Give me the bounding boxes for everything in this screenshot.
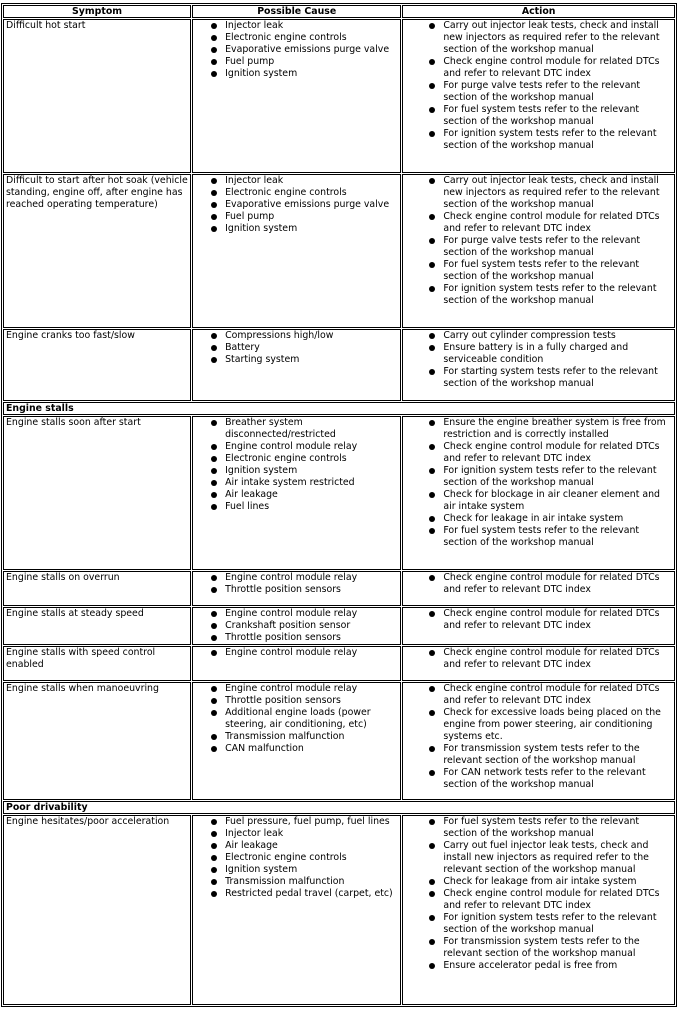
cause-item: Additional engine loads (power steering, air conditioning, etc) xyxy=(225,707,398,731)
header-symptom: Symptom xyxy=(3,5,191,18)
section-row xyxy=(3,402,675,415)
cause-cell xyxy=(192,682,401,800)
cause-item: Electronic engine controls xyxy=(225,32,398,44)
action-item: Ensure the engine breather system is free from restriction and is correctly installed xyxy=(443,417,672,441)
header-action: Action xyxy=(402,5,675,18)
table-row xyxy=(3,416,675,570)
cause-list xyxy=(195,330,398,366)
action-item: For ignition system tests refer to the relevant section of the workshop manual xyxy=(443,283,672,307)
action-item: For fuel system tests refer to the relevant section of the workshop manual xyxy=(443,816,672,840)
cause-item: Crankshaft position sensor xyxy=(225,620,398,632)
cause-item: Compressions high/low xyxy=(225,330,398,342)
section-title: Poor drivability xyxy=(3,801,675,814)
cause-item: Throttle position sensors xyxy=(225,632,398,644)
cause-item: Fuel pump xyxy=(225,56,398,68)
cause-cell xyxy=(192,607,401,645)
action-item: For ignition system tests refer to the relevant section of the workshop manual xyxy=(443,912,672,936)
action-list xyxy=(405,816,672,972)
action-list xyxy=(405,20,672,152)
cause-item: Injector leak xyxy=(225,20,398,32)
action-item: Check engine control module for related DTCs and refer to relevant DTC index xyxy=(443,441,672,465)
action-cell xyxy=(402,646,675,681)
action-item: For fuel system tests refer to the relevant section of the workshop manual xyxy=(443,525,672,549)
table-row xyxy=(3,329,675,401)
cause-item: Engine control module relay xyxy=(225,608,398,620)
action-item: Check engine control module for related DTCs and refer to relevant DTC index xyxy=(443,56,672,80)
symptom-cell: Engine hesitates/poor acceleration xyxy=(3,815,191,1005)
table-row xyxy=(3,174,675,328)
cause-item: Electronic engine controls xyxy=(225,187,398,199)
cause-cell xyxy=(192,416,401,570)
cause-item: Injector leak xyxy=(225,828,398,840)
cause-item: Electronic engine controls xyxy=(225,852,398,864)
cause-item: Fuel pump xyxy=(225,211,398,223)
header-row xyxy=(3,5,675,18)
action-cell xyxy=(402,416,675,570)
action-item: Check engine control module for related DTCs and refer to relevant DTC index xyxy=(443,572,672,596)
cause-item: Starting system xyxy=(225,354,398,366)
action-item: Ensure battery is in a fully charged and serviceable condition xyxy=(443,342,672,366)
action-cell xyxy=(402,815,675,1005)
action-cell xyxy=(402,571,675,606)
cause-item: Throttle position sensors xyxy=(225,584,398,596)
action-item: For fuel system tests refer to the relevant section of the workshop manual xyxy=(443,259,672,283)
action-item: For transmission system tests refer to the relevant section of the workshop manual xyxy=(443,936,672,960)
table-row xyxy=(3,682,675,800)
cause-item: Electronic engine controls xyxy=(225,453,398,465)
symptom-cell: Engine stalls with speed control enabled xyxy=(3,646,191,681)
header-possible-cause: Possible Cause xyxy=(192,5,401,18)
action-item: Check engine control module for related DTCs and refer to relevant DTC index xyxy=(443,608,672,632)
cause-item: Engine control module relay xyxy=(225,441,398,453)
action-item: Carry out injector leak tests, check and install new injectors as required refer to the relevant section of the workshop manual xyxy=(443,175,672,211)
cause-list xyxy=(195,417,398,513)
cause-item: Breather system disconnected/restricted xyxy=(225,417,398,441)
action-item: For transmission system tests refer to the relevant section of the workshop manual xyxy=(443,743,672,767)
action-item: Check engine control module for related DTCs and refer to relevant DTC index xyxy=(443,683,672,707)
cause-list xyxy=(195,816,398,900)
cause-cell xyxy=(192,19,401,173)
cause-cell xyxy=(192,174,401,328)
action-list xyxy=(405,647,672,671)
action-item: Check engine control module for related DTCs and refer to relevant DTC index xyxy=(443,888,672,912)
cause-item: Ignition system xyxy=(225,864,398,876)
action-item: Check for blockage in air cleaner element and air intake system xyxy=(443,489,672,513)
symptom-cell: Difficult to start after hot soak (vehicle standing, engine off, after engine has reached operating temperature) xyxy=(3,174,191,328)
cause-item: Battery xyxy=(225,342,398,354)
table-row xyxy=(3,571,675,606)
cause-item: Injector leak xyxy=(225,175,398,187)
table-row xyxy=(3,646,675,681)
cause-cell xyxy=(192,646,401,681)
action-item: Carry out fuel injector leak tests, check and install new injectors as required refer to the relevant section of the workshop manual xyxy=(443,840,672,876)
table-row xyxy=(3,19,675,173)
table-row xyxy=(3,815,675,1005)
cause-item: Evaporative emissions purge valve xyxy=(225,44,398,56)
cause-list xyxy=(195,683,398,755)
symptom-cell: Engine stalls at steady speed xyxy=(3,607,191,645)
action-item: For fuel system tests refer to the relevant section of the workshop manual xyxy=(443,104,672,128)
cause-item: Air leakage xyxy=(225,840,398,852)
action-list xyxy=(405,330,672,390)
action-item: Check for leakage from air intake system xyxy=(443,876,672,888)
cause-item: Ignition system xyxy=(225,465,398,477)
cause-list xyxy=(195,647,398,659)
cause-item: Evaporative emissions purge valve xyxy=(225,199,398,211)
action-list xyxy=(405,175,672,307)
cause-item: Air intake system restricted xyxy=(225,477,398,489)
action-item: Ensure accelerator pedal is free from xyxy=(443,960,672,972)
action-list xyxy=(405,608,672,632)
cause-item: Ignition system xyxy=(225,223,398,235)
cause-item: Ignition system xyxy=(225,68,398,80)
cause-item: Air leakage xyxy=(225,489,398,501)
action-item: For purge valve tests refer to the relevant section of the workshop manual xyxy=(443,235,672,259)
cause-item: Fuel pressure, fuel pump, fuel lines xyxy=(225,816,398,828)
action-cell xyxy=(402,19,675,173)
action-cell xyxy=(402,607,675,645)
cause-item: Throttle position sensors xyxy=(225,695,398,707)
cause-cell xyxy=(192,571,401,606)
action-item: Carry out injector leak tests, check and install new injectors as required refer to the relevant section of the workshop manual xyxy=(443,20,672,56)
action-cell xyxy=(402,682,675,800)
action-item: Check engine control module for related DTCs and refer to relevant DTC index xyxy=(443,647,672,671)
section-title: Engine stalls xyxy=(3,402,675,415)
action-item: For starting system tests refer to the relevant section of the workshop manual xyxy=(443,366,672,390)
action-item: Carry out cylinder compression tests xyxy=(443,330,672,342)
action-item: For CAN network tests refer to the relevant section of the workshop manual xyxy=(443,767,672,791)
symptom-cell: Difficult hot start xyxy=(3,19,191,173)
symptom-cell: Engine stalls soon after start xyxy=(3,416,191,570)
section-row xyxy=(3,801,675,814)
action-item: Check for excessive loads being placed on the engine from power steering, air conditioning systems etc. xyxy=(443,707,672,743)
cause-cell xyxy=(192,815,401,1005)
symptom-cell: Engine stalls on overrun xyxy=(3,571,191,606)
action-list xyxy=(405,417,672,549)
action-cell xyxy=(402,329,675,401)
cause-item: Restricted pedal travel (carpet, etc) xyxy=(225,888,398,900)
cause-cell xyxy=(192,329,401,401)
cause-item: Fuel lines xyxy=(225,501,398,513)
cause-item: Transmission malfunction xyxy=(225,876,398,888)
diagnostic-table xyxy=(1,3,677,1007)
cause-item: Engine control module relay xyxy=(225,683,398,695)
table-row xyxy=(3,607,675,645)
action-item: For purge valve tests refer to the relevant section of the workshop manual xyxy=(443,80,672,104)
cause-list xyxy=(195,20,398,80)
action-list xyxy=(405,683,672,791)
symptom-cell: Engine cranks too fast/slow xyxy=(3,329,191,401)
action-item: For ignition system tests refer to the relevant section of the workshop manual xyxy=(443,465,672,489)
cause-item: Transmission malfunction xyxy=(225,731,398,743)
symptom-cell: Engine stalls when manoeuvring xyxy=(3,682,191,800)
action-list xyxy=(405,572,672,596)
cause-item: Engine control module relay xyxy=(225,647,398,659)
action-item: Check for leakage in air intake system xyxy=(443,513,672,525)
cause-list xyxy=(195,608,398,644)
cause-list xyxy=(195,175,398,235)
action-item: Check engine control module for related DTCs and refer to relevant DTC index xyxy=(443,211,672,235)
cause-item: CAN malfunction xyxy=(225,743,398,755)
action-cell xyxy=(402,174,675,328)
cause-item: Engine control module relay xyxy=(225,572,398,584)
cause-list xyxy=(195,572,398,596)
action-item: For ignition system tests refer to the relevant section of the workshop manual xyxy=(443,128,672,152)
